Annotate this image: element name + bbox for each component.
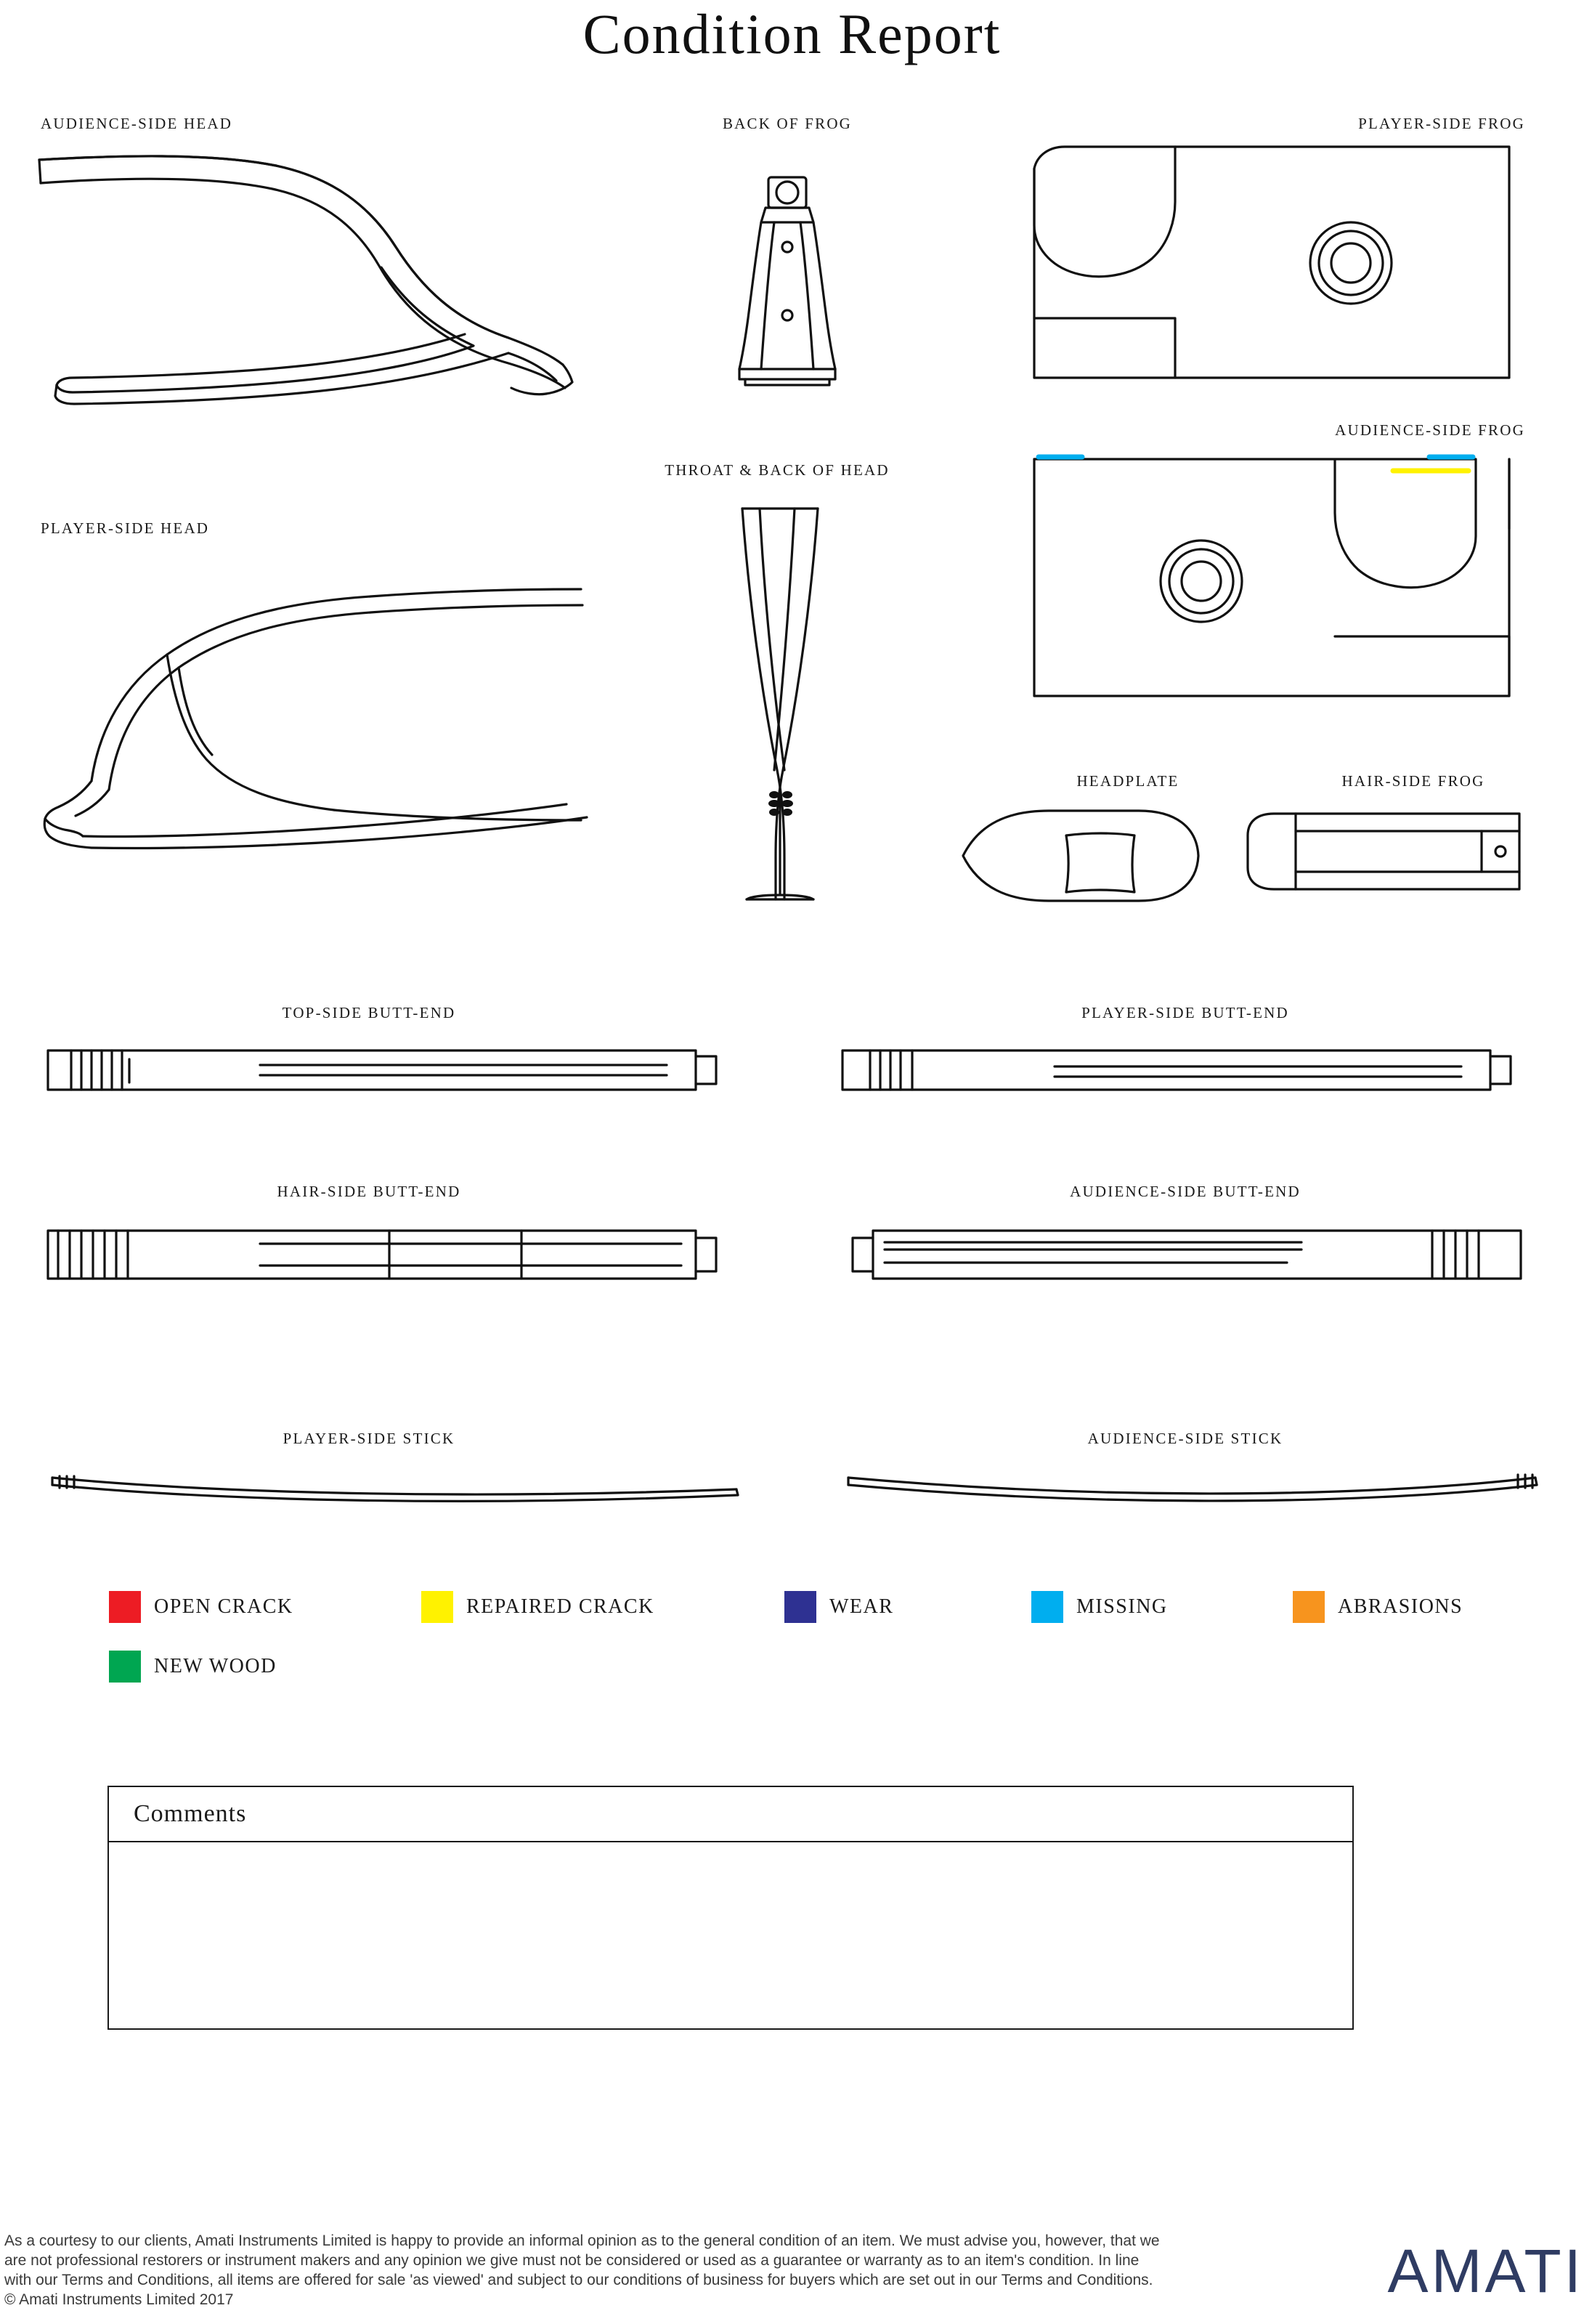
legend-row-1 [109,1591,1489,1623]
legend-label-repaired-crack: REPAIRED CRACK [466,1595,654,1618]
legend-label-open-crack: OPEN CRACK [154,1595,293,1618]
label-audience-side-head: AUDIENCE-SIDE HEAD [41,115,233,132]
amati-logo: AMATI [1387,2237,1584,2305]
legend-item-abrasions [1293,1591,1463,1623]
label-player-side-butt-end: PLAYER-SIDE BUTT-END [1081,1004,1289,1021]
legend-swatch-repaired-crack [421,1591,453,1623]
label-audience-side-stick: AUDIENCE-SIDE STICK [1087,1430,1283,1447]
diagram-back-of-frog[interactable] [712,161,864,401]
footer-disclaimer: As a courtesy to our clients, Amati Instruments Limited is happy to provide an informal opinion as to the general condition of an item. We must advise you, however, that we are not professional restorers or instrument makers and any opinion we give must not be considered or used as a guarantee or warranty as to an item's condition. In line with our Terms and Conditions, all items are offered for sale 'as viewed' and subject to our conditions of business for buyers which are set out in our Terms and Conditions. © Amati Instruments Limited 2017 [4,2232,1160,2308]
label-hair-side-frog: HAIR-SIDE FROG [1341,772,1485,790]
comments-title: Comments [134,1800,247,1827]
page-title: Condition Report [582,2,1002,65]
diagram-audience-side-butt-end[interactable] [837,1218,1527,1297]
legend-label-missing: MISSING [1076,1595,1168,1618]
label-player-side-stick: PLAYER-SIDE STICK [283,1430,455,1447]
legend-item-wear [784,1591,1031,1623]
diagram-headplate[interactable] [957,805,1204,907]
diagram-hair-side-butt-end[interactable] [42,1218,732,1297]
diagram-player-side-butt-end[interactable] [837,1037,1527,1103]
label-audience-side-frog: AUDIENCE-SIDE FROG [1335,421,1525,439]
legend-row-2 [109,1651,1489,1683]
diagram-top-side-butt-end[interactable] [42,1037,732,1103]
legend-swatch-missing [1031,1591,1063,1623]
diagram-audience-side-stick[interactable] [837,1466,1556,1510]
legend-label-new-wood: NEW WOOD [154,1655,277,1677]
label-headplate: HEADPLATE [1076,772,1179,790]
diagram-audience-side-head[interactable] [29,138,632,450]
legend-label-abrasions: ABRASIONS [1338,1595,1463,1618]
legend-label-wear: WEAR [829,1595,894,1618]
diagram-player-side-stick[interactable] [42,1466,761,1510]
comments-box[interactable] [107,1786,1354,2030]
diagram-audience-side-frog[interactable] [1030,449,1525,718]
legend-swatch-abrasions [1293,1591,1325,1623]
label-hair-side-butt-end: HAIR-SIDE BUTT-END [277,1183,461,1200]
diagram-throat-back-of-head[interactable] [719,501,857,908]
diagram-player-side-frog[interactable] [1030,138,1525,392]
label-audience-side-butt-end: AUDIENCE-SIDE BUTT-END [1070,1183,1301,1200]
legend-swatch-new-wood [109,1651,141,1683]
label-top-side-butt-end: TOP-SIDE BUTT-END [282,1004,456,1021]
legend-swatch-open-crack [109,1591,141,1623]
comments-body[interactable] [109,1842,1352,2030]
legend-item-new-wood [109,1651,277,1683]
legend-item-open-crack [109,1591,421,1623]
label-throat-back-of-head: THROAT & BACK OF HEAD [665,461,890,479]
label-player-side-frog: PLAYER-SIDE FROG [1358,115,1525,132]
legend-item-repaired-crack [421,1591,784,1623]
label-back-of-frog: BACK OF FROG [722,115,853,132]
diagram-player-side-head[interactable] [29,541,632,854]
label-player-side-head: PLAYER-SIDE HEAD [41,519,210,537]
legend-swatch-wear [784,1591,816,1623]
legend [109,1591,1489,1696]
comments-header [109,1787,1352,1842]
legend-item-missing [1031,1591,1293,1623]
diagram-hair-side-frog[interactable] [1242,808,1525,902]
